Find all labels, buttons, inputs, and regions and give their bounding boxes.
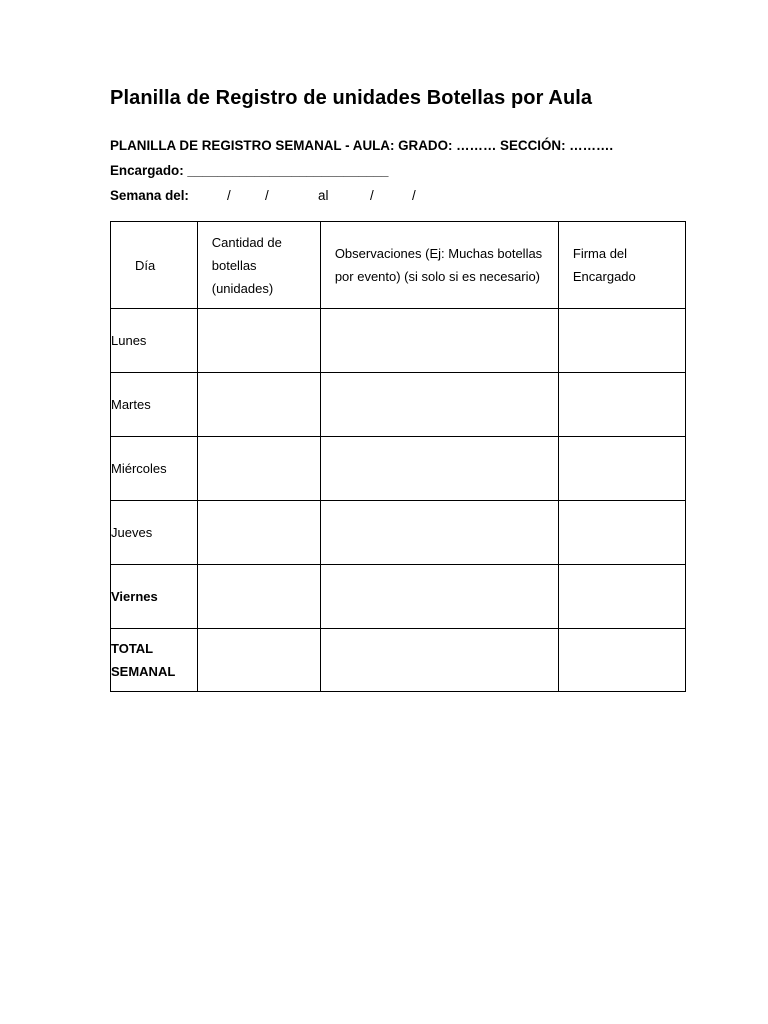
header-dia: Día xyxy=(111,222,198,309)
cantidad-cell[interactable] xyxy=(197,629,320,692)
encargado-line: Encargado: ___________________________ xyxy=(110,163,389,178)
table-row xyxy=(111,437,686,501)
table-row xyxy=(111,309,686,373)
observaciones-cell[interactable] xyxy=(320,309,558,373)
row-label-lunes: Lunes xyxy=(111,309,198,373)
firma-cell[interactable] xyxy=(558,373,685,437)
observaciones-cell[interactable] xyxy=(320,629,558,692)
table-row xyxy=(111,373,686,437)
observaciones-cell[interactable] xyxy=(320,373,558,437)
cantidad-cell[interactable] xyxy=(197,501,320,565)
header-observaciones: Observaciones (Ej: Muchas botellas por evento) (si solo si es necesario) xyxy=(320,222,558,309)
date-slash-1: / xyxy=(227,188,231,203)
header-cantidad: Cantidad de botellas (unidades) xyxy=(197,222,320,309)
cantidad-cell[interactable] xyxy=(197,437,320,501)
page-title: Planilla de Registro de unidades Botellas por Aula xyxy=(110,87,593,109)
observaciones-cell[interactable] xyxy=(320,437,558,501)
observaciones-cell[interactable] xyxy=(320,565,558,629)
observaciones-cell[interactable] xyxy=(320,501,558,565)
table-header-row xyxy=(111,222,686,309)
row-label-miercoles: Miércoles xyxy=(111,437,198,501)
cantidad-cell[interactable] xyxy=(197,565,320,629)
cantidad-cell[interactable] xyxy=(197,309,320,373)
firma-cell[interactable] xyxy=(558,629,685,692)
firma-cell[interactable] xyxy=(558,565,685,629)
table-row xyxy=(111,565,686,629)
week-al-label: al xyxy=(318,188,329,203)
date-slash-3: / xyxy=(370,188,374,203)
row-label-jueves: Jueves xyxy=(111,501,198,565)
firma-cell[interactable] xyxy=(558,309,685,373)
table-row xyxy=(111,501,686,565)
firma-cell[interactable] xyxy=(558,437,685,501)
cantidad-cell[interactable] xyxy=(197,373,320,437)
table-row-total xyxy=(111,629,686,692)
register-heading: PLANILLA DE REGISTRO SEMANAL - AULA: GRADO: ……… SECCIÓN: ………. xyxy=(110,138,614,153)
firma-cell[interactable] xyxy=(558,501,685,565)
week-label: Semana del: xyxy=(110,188,189,203)
row-label-martes: Martes xyxy=(111,373,198,437)
header-firma: Firma del Encargado xyxy=(558,222,685,309)
register-table xyxy=(110,221,686,692)
date-slash-2: / xyxy=(265,188,269,203)
date-slash-4: / xyxy=(412,188,416,203)
row-label-viernes: Viernes xyxy=(111,565,198,629)
row-label-total-semanal: TOTAL SEMANAL xyxy=(111,629,198,692)
